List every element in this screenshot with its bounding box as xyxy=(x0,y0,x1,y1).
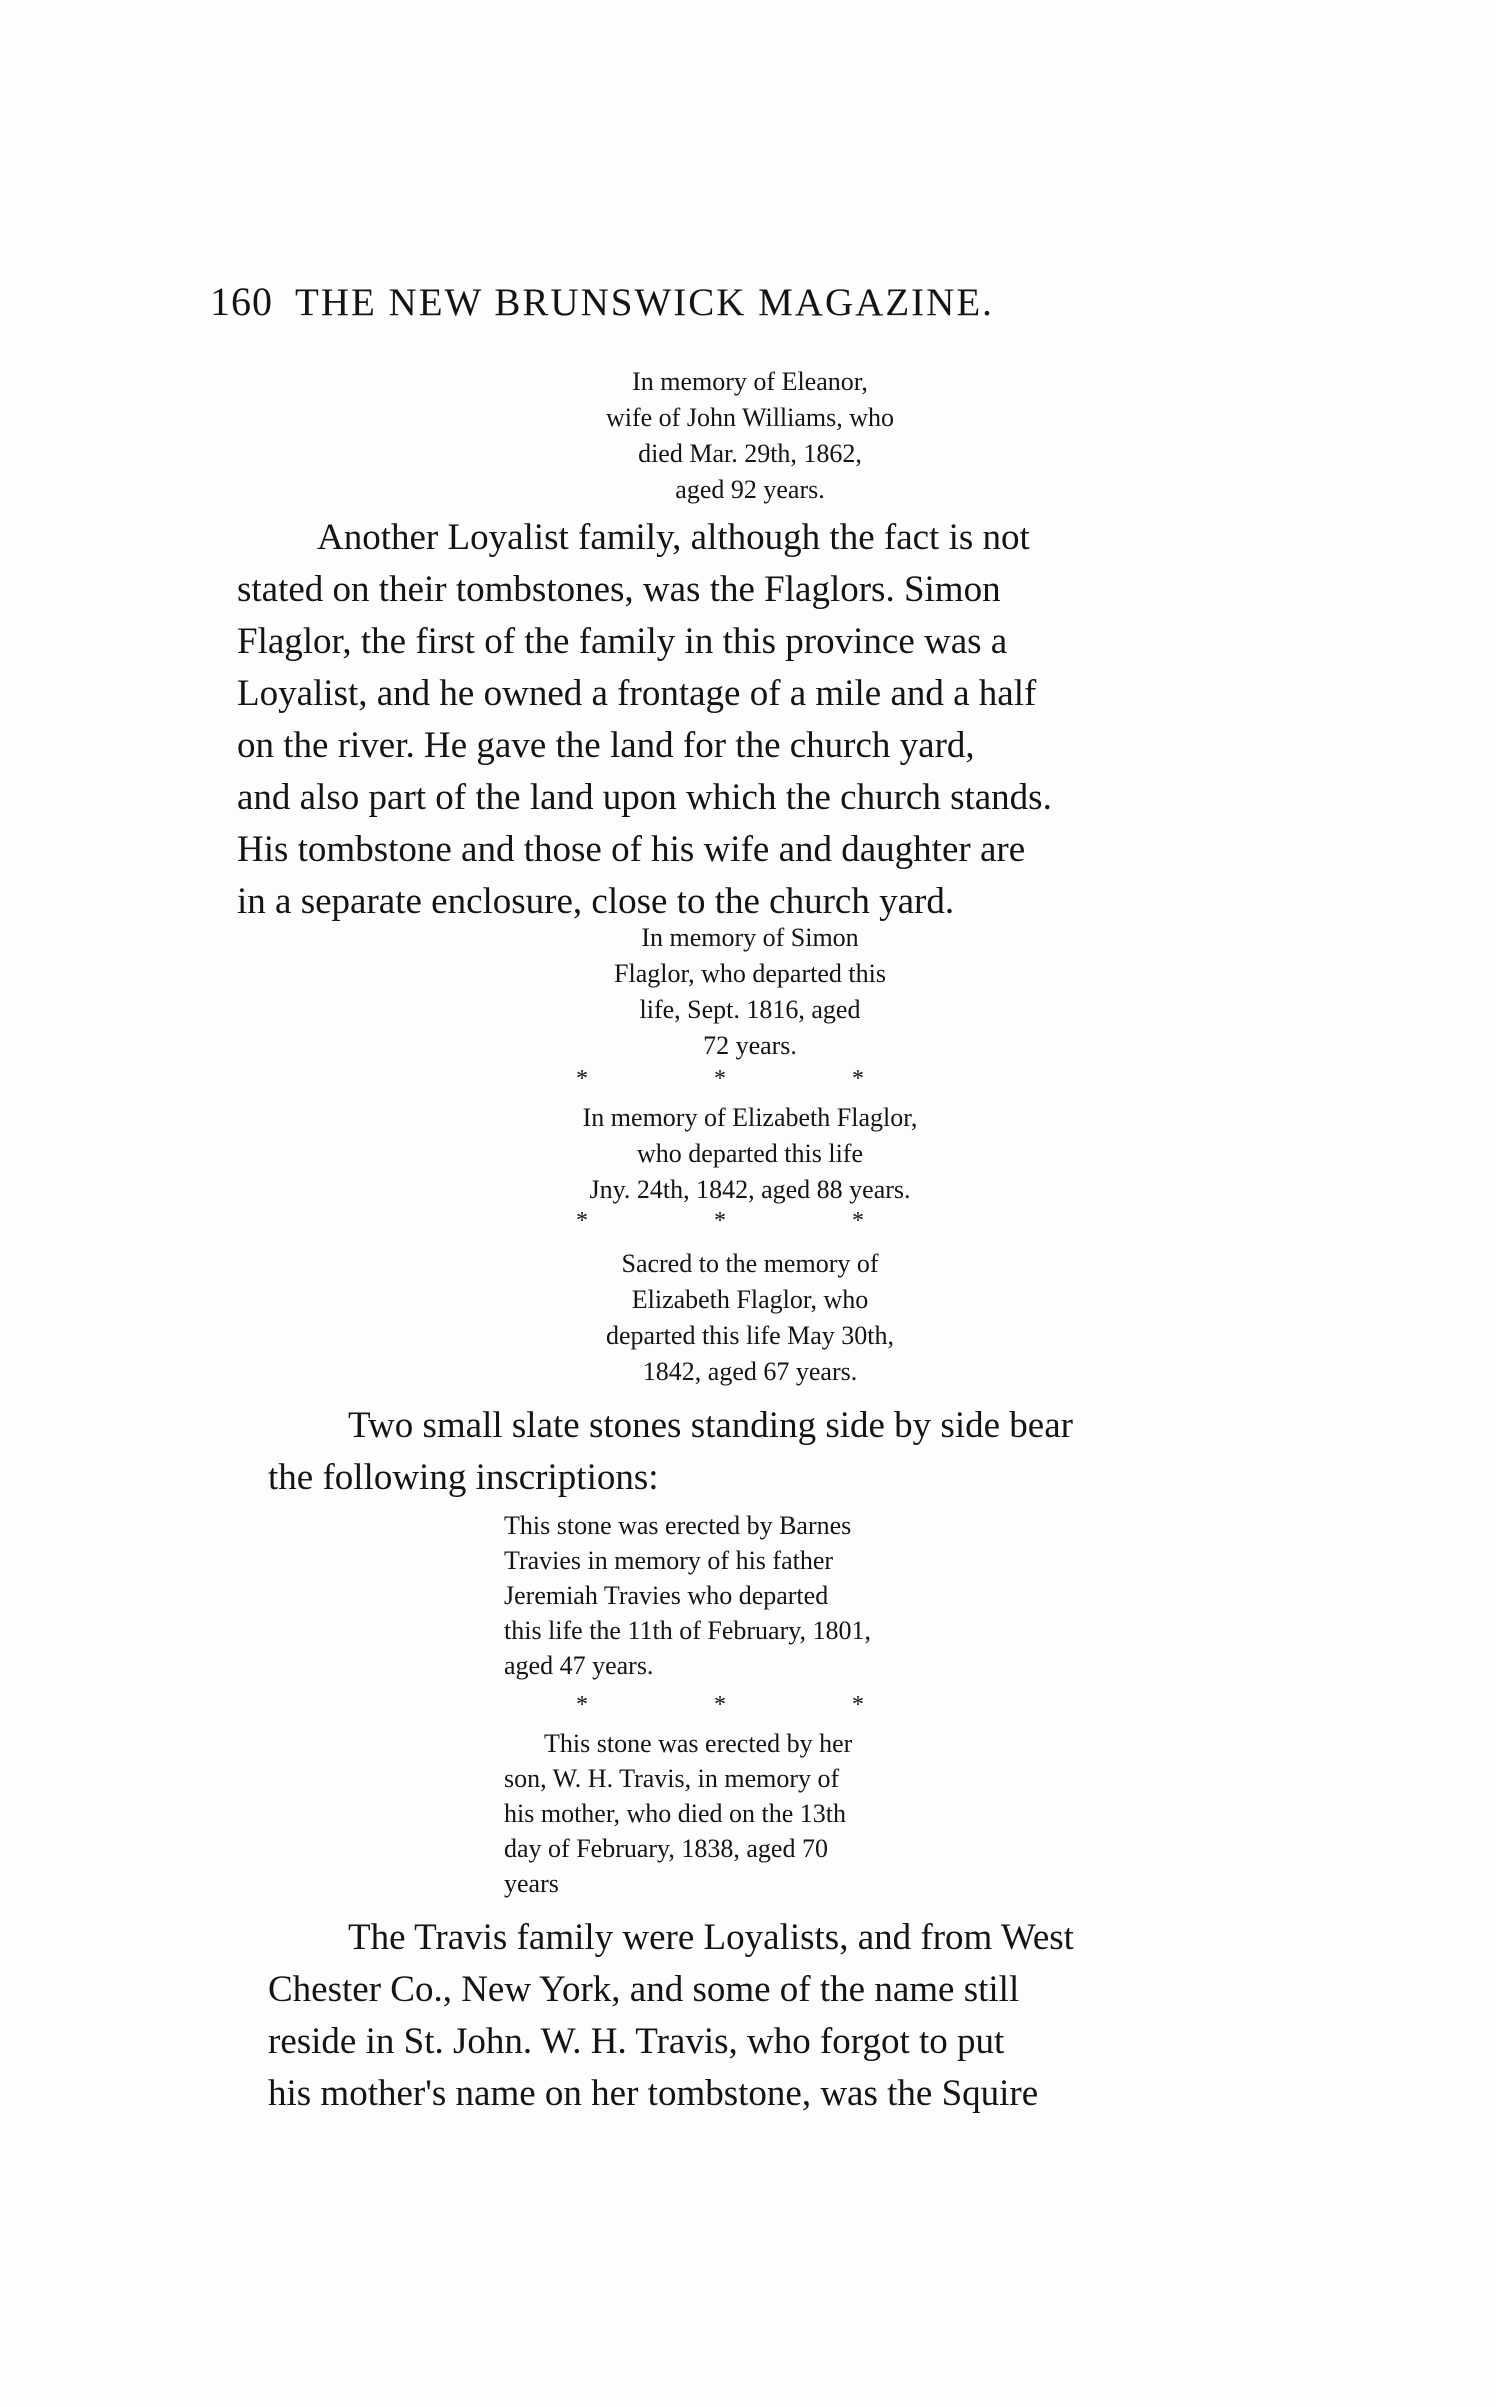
paragraph-line: his mother's name on her tombstone, was the Squire xyxy=(268,2073,1039,2114)
inscription-line: Flaglor, who departed this xyxy=(614,959,886,988)
inscription-line: died Mar. 29th, 1862, xyxy=(638,439,862,468)
paragraph-line: on the river. He gave the land for the church yard, xyxy=(237,725,975,766)
paragraph-line: and also part of the land upon which the church stands. xyxy=(237,777,1052,818)
inscription-line: Jny. 24th, 1842, aged 88 years. xyxy=(589,1175,911,1204)
inscription-line: In memory of Simon xyxy=(641,923,859,952)
inscription-jeremiah xyxy=(504,1508,1064,1683)
inscription-line: who departed this life xyxy=(637,1139,863,1168)
inscription-line: life, Sept. 1816, aged xyxy=(639,995,861,1024)
inscription-line: years xyxy=(504,1869,559,1898)
paragraph-line: Loyalist, and he owned a frontage of a mile and a half xyxy=(237,673,1037,714)
separator-stars: * * * xyxy=(576,1208,924,1234)
inscription-elizabeth-1 xyxy=(300,1100,1200,1208)
paragraph-line: stated on their tombstones, was the Flaglors. Simon xyxy=(237,569,1001,610)
running-title: THE NEW BRUNSWICK MAGAZINE. xyxy=(295,281,994,324)
inscription-mother xyxy=(504,1726,1064,1901)
inscription-line: son, W. H. Travis, in memory of xyxy=(504,1764,840,1793)
inscription-line: 1842, aged 67 years. xyxy=(642,1357,858,1386)
inscription-line: 72 years. xyxy=(703,1031,797,1060)
paragraph-line: reside in St. John. W. H. Travis, who forgot to put xyxy=(268,2021,1005,2062)
inscription-line: this life the 11th of February, 1801, xyxy=(504,1616,872,1645)
paragraph-line: Another Loyalist family, although the fact is not xyxy=(317,517,1030,558)
inscription-line: In memory of Eleanor, xyxy=(632,367,868,396)
inscription-line: Travies in memory of his father xyxy=(504,1546,834,1575)
inscription-line: Jeremiah Travies who departed xyxy=(504,1581,829,1610)
inscription-line: Elizabeth Flaglor, who xyxy=(631,1285,869,1314)
inscription-line: In memory of Elizabeth Flaglor, xyxy=(582,1103,918,1132)
inscription-line: This stone was erected by Barnes xyxy=(504,1511,852,1540)
inscription-line: aged 92 years. xyxy=(675,475,825,504)
inscription-line: aged 47 years. xyxy=(504,1651,654,1680)
paragraph-line: His tombstone and those of his wife and daughter are xyxy=(237,829,1026,870)
inscription-line: day of February, 1838, aged 70 xyxy=(504,1834,828,1863)
separator-stars: * * * xyxy=(576,1692,924,1718)
inscription-elizabeth-2 xyxy=(300,1246,1200,1390)
paragraph-slate xyxy=(268,1400,1308,1504)
paragraph-line: Chester Co., New York, and some of the name still xyxy=(268,1969,1020,2010)
separator-stars: * * * xyxy=(576,1066,924,1092)
inscription-line: his mother, who died on the 13th xyxy=(504,1799,846,1828)
inscription-simon xyxy=(300,920,1200,1064)
inscription-line: wife of John Williams, who xyxy=(605,403,895,432)
paragraph-flaglors xyxy=(237,512,1277,928)
paragraph-line: The Travis family were Loyalists, and from West xyxy=(348,1917,1074,1958)
paragraph-travis xyxy=(268,1912,1308,2120)
paragraph-line: Two small slate stones standing side by side bear xyxy=(348,1405,1073,1446)
paragraph-line: the following inscriptions: xyxy=(268,1457,659,1498)
inscription-line: This stone was erected by her xyxy=(544,1729,853,1758)
page-header xyxy=(210,278,1170,325)
inscription-line: Sacred to the memory of xyxy=(621,1249,879,1278)
paragraph-line: Flaglor, the first of the family in this province was a xyxy=(237,621,1008,662)
paragraph-line: in a separate enclosure, close to the church yard. xyxy=(237,881,955,922)
page-number: 160 xyxy=(210,279,273,324)
inscription-line: departed this life May 30th, xyxy=(605,1321,895,1350)
inscription-eleanor xyxy=(300,364,1200,508)
